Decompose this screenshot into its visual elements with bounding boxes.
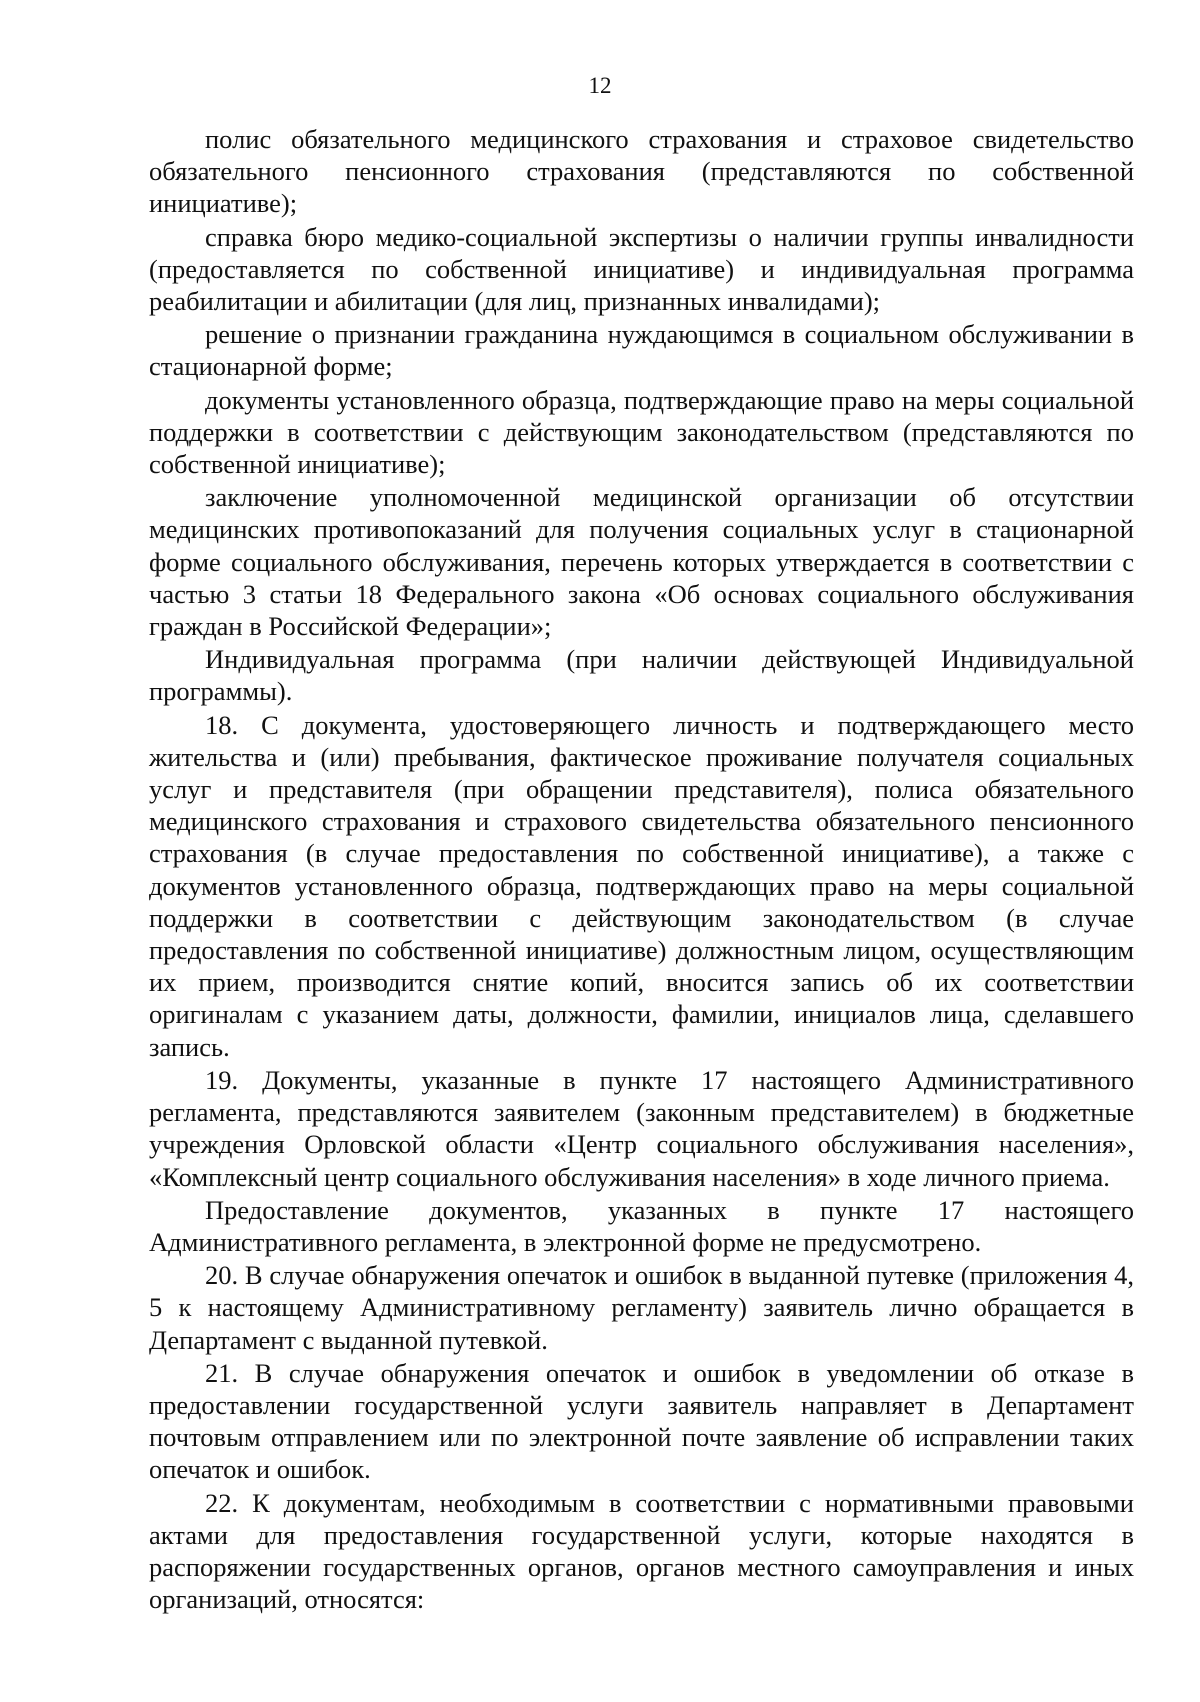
paragraph-clause-22: 22. К документам, необходимым в соответствии с нормативными правовыми актами для предоставления государственной услуги, которые находятся в распоряжении государственных органов, органов местного самоуправления и иных организаций, относятся: bbox=[149, 1487, 1134, 1615]
page-number: 12 bbox=[588, 73, 612, 98]
paragraph-clause-18: 18. С документа, удостоверяющего личность и подтверждающего место жительства и (или) пребывания, фактическое проживание получателя социальных услуг и представителя (при обращении представителя), полиса обязательного медицинского страхования и страхового свидетельства обязательного пенсионного страхования (в случае предоставления по собственной инициативе), а также с документов установленного образца, подтверждающих право на меры социальной поддержки в соответствии с действующим законодательством (в случае предоставления по собственной инициативе) должностным лицом, осуществляющим их прием, производится снятие копий, вносится запись об их соответствии оригиналам с указанием даты, должности, фамилии, инициалов лица, сделавшего запись. bbox=[149, 709, 1134, 1062]
paragraph-recognition-decision: решение о признании гражданина нуждающимся в социальном обслуживании в стационарной форме; bbox=[149, 319, 1134, 382]
paragraph-clause-19: 19. Документы, указанные в пункте 17 настоящего Административного регламента, представляются заявителем (законным представителем) в бюджетные учреждения Орловской области «Центр социального обслуживания населения», «Комплексный центр социального обслуживания населения» в ходе личного приема. bbox=[149, 1064, 1134, 1192]
paragraph-disability-certificate: справка бюро медико-социальной экспертизы о наличии группы инвалидности (предоставляется по собственной инициативе) и индивидуальная программа реабилитации и абилитации (для лиц, признанных инвалидами); bbox=[149, 221, 1134, 317]
paragraph-clause-21: 21. В случае обнаружения опечаток и ошибок в уведомлении об отказе в предоставлении государственной услуги заявитель направляет в Департамент почтовым отправлением или по электронной почте заявление об исправлении таких опечаток и ошибок. bbox=[149, 1357, 1134, 1485]
paragraph-clause-20: 20. В случае обнаружения опечаток и ошибок в выданной путевке (приложения 4, 5 к настоящему Административному регламенту) заявитель лично обращается в Департамент с выданной путевкой. bbox=[149, 1260, 1134, 1355]
paragraph-medical-conclusion: заключение уполномоченной медицинской организации об отсутствии медицинских противопоказаний для получения социальных услуг в стационарной форме социального обслуживания, перечень которых утверждается в соответствии с частью 3 статьи 18 Федерального закона «Об основах социального обслуживания граждан в Российской Федерации»; bbox=[149, 482, 1134, 642]
paragraph-insurance-policy: полис обязательного медицинского страхования и страховое свидетельство обязательного пенсионного страхования (представляются по собственной инициативе); bbox=[149, 124, 1134, 219]
paragraph-support-documents: документы установленного образца, подтверждающие право на меры социальной поддержки в соответствии с действующим законодательством (представляются по собственной инициативе); bbox=[149, 384, 1134, 480]
paragraph-electronic-form: Предоставление документов, указанных в пункте 17 настоящего Административного регламента, в электронной форме не предусмотрено. bbox=[149, 1194, 1134, 1257]
paragraph-individual-program: Индивидуальная программа (при наличии действующей Индивидуальной программы). bbox=[149, 644, 1134, 707]
document-body bbox=[149, 123, 1134, 1616]
